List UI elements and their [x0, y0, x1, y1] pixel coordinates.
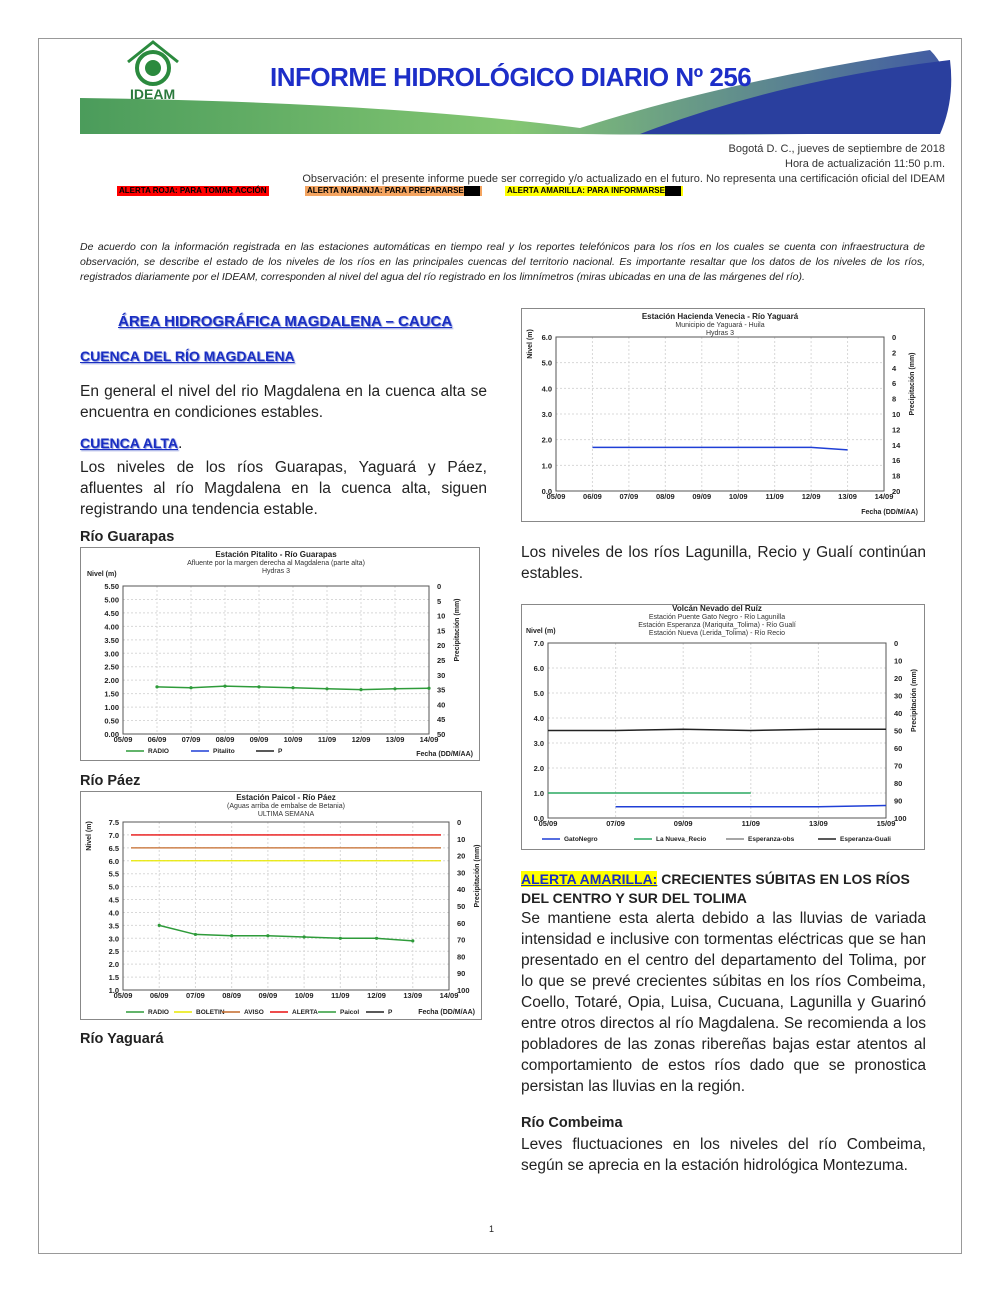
data-point	[427, 687, 430, 690]
alta-title: CUENCA ALTA	[80, 435, 178, 451]
data-point	[266, 934, 269, 937]
y2-tick-label: 40	[457, 885, 466, 895]
legend-label: Esperanza-obs	[748, 836, 795, 843]
x-tick-label: 06/09	[147, 735, 167, 744]
y2-tick-label: 0	[437, 582, 442, 591]
y-tick-label: 5.0	[541, 358, 552, 368]
x-tick-label: 06/09	[149, 991, 169, 1000]
data-point	[158, 924, 161, 927]
y2-tick-label: 50	[457, 902, 466, 911]
data-point	[194, 933, 197, 936]
chart-subtitle: Hydras 3	[261, 568, 291, 575]
redaction-block	[665, 186, 681, 196]
data-point	[155, 685, 158, 688]
y2-tick-label: 20	[437, 641, 446, 651]
y2-tick-label: 45	[437, 715, 446, 725]
y2-tick-label: 12	[892, 425, 901, 435]
y-tick-label: 6.0	[108, 856, 119, 866]
x-axis-label: Fecha (DD/M/AA)	[861, 509, 918, 516]
y2-tick-label: 0	[894, 639, 899, 648]
alert-orange-badge	[305, 186, 482, 196]
y2-tick-label: 100	[894, 814, 907, 823]
y-axis-label: Nivel (m)	[526, 628, 556, 635]
x-tick-label: 08/09	[222, 991, 242, 1000]
chart-subtitle: Municipio de Yaguará - Huila	[675, 322, 765, 329]
y-tick-label: 2.0	[541, 435, 552, 445]
y2-tick-label: 0	[457, 818, 462, 827]
y-tick-label: 4.0	[541, 384, 552, 394]
y-axis-label: Nivel (m)	[86, 821, 93, 851]
data-point	[339, 937, 342, 940]
y-tick-label: 2.5	[108, 947, 119, 957]
y-tick-label: 1.00	[104, 703, 119, 713]
x-tick-label: 08/09	[655, 492, 675, 501]
alert-red-badge: ALERTA ROJA: PARA TOMAR ACCIÓN	[119, 186, 267, 195]
alert-label: ALERTA AMARILLA:	[521, 871, 658, 887]
data-point	[257, 685, 260, 688]
chart-subtitle: Estación Esperanza (Mariquita_Tolima) - Río Gualí	[638, 622, 796, 629]
x-tick-label: 14/09	[419, 735, 439, 744]
y-tick-label: 5.0	[108, 882, 119, 892]
alert-text: Se mantiene esta alerta debido a las lluvias de variada intensidad e inclusive con tormentas eléctricas que se han presentado en el centro del departamento del Tolima, por lo que se prevé crecientes súbitas en los ríos Combeima, Coello, Totaré, Opia, Luisa, Cucuana, Lagunilla y Guarinó entre otros directos al río Magdalena. Se recomienda a los pobladores de las zonas ribereñas bajas estar atentos al comportamiento de estos ríos dado que se pronostica persistan las lluvias en la región.	[521, 910, 926, 1095]
basin-text: En general el nivel del rio Magdalena en la cuenca alta se encuentra en condiciones estables.	[80, 383, 487, 421]
chart-subtitle: Afluente por la margen derecha al Magdalena (parte alta)	[187, 560, 365, 567]
data-point	[375, 937, 378, 940]
x-tick-label: 15/09	[876, 819, 896, 828]
y-tick-label: 5.5	[108, 869, 119, 879]
x-tick-label: 10/09	[294, 991, 314, 1000]
y-tick-label: 3.0	[533, 739, 544, 748]
basin-title: CUENCA DEL RÍO MAGDALENA	[80, 348, 295, 364]
y2-tick-label: 20	[892, 487, 901, 496]
y2-tick-label: 35	[437, 685, 446, 695]
y-tick-label: 3.0	[541, 410, 552, 419]
x-tick-label: 05/09	[546, 492, 566, 501]
chart-subtitle: Estación Nueva (Lerida_Tolima) - Río Recio	[648, 630, 786, 637]
x-tick-label: 09/09	[692, 492, 712, 501]
y2-tick-label: 30	[437, 670, 446, 680]
y2-tick-label: 100	[457, 986, 470, 995]
page-title: INFORME HIDROLÓGICO DIARIO Nº 256	[270, 62, 752, 92]
x-tick-label: 14/09	[874, 492, 894, 501]
guarapas-title: Río Guarapas	[80, 529, 175, 545]
y-tick-label: 2.00	[104, 676, 119, 686]
x-tick-label: 14/09	[439, 991, 459, 1000]
y-tick-label: 3.00	[104, 649, 119, 659]
y2-axis-label: Precipitación (mm)	[454, 598, 461, 662]
x-tick-label: 11/09	[765, 492, 784, 501]
y2-tick-label: 70	[894, 761, 903, 771]
y-axis-label: Nivel (m)	[527, 329, 534, 359]
y-tick-label: 0.00	[104, 730, 119, 739]
x-tick-label: 07/09	[181, 735, 201, 744]
legend-label: GatoNegro	[564, 836, 598, 843]
x-tick-label: 13/09	[838, 492, 857, 501]
y-tick-label: 7.5	[108, 818, 119, 827]
x-tick-label: 13/09	[403, 991, 423, 1000]
lagunilla-text: Los niveles de los ríos Lagunilla, Recio y Gualí continúan estables.	[521, 544, 926, 582]
x-tick-label: 07/09	[619, 492, 639, 501]
data-point	[359, 688, 362, 691]
y-tick-label: 2.50	[104, 662, 119, 672]
y-tick-label: 4.5	[108, 895, 119, 905]
y2-tick-label: 40	[437, 700, 446, 710]
x-tick-label: 11/09	[317, 735, 337, 744]
alert-title: CRECIENTES SÚBITAS EN LOS RÍOS DEL CENTRO Y SUR DEL TOLIMA	[521, 871, 910, 906]
legend-label: Pitalito	[213, 748, 235, 755]
data-point	[393, 687, 396, 690]
y-tick-label: 6.0	[541, 333, 552, 342]
series-line	[548, 729, 886, 730]
x-tick-label: 10/09	[728, 492, 748, 501]
intro-paragraph: De acuerdo con la información registrada en las estaciones automáticas en tiempo real y los reportes telefónicos para los ríos en los cuales se cuenta con infraestructura de observación, se describe el estado de los niveles de los ríos en las principales cuencas del territorio nacional. Es importante resaltar que los datos de los niveles de los ríos, registrados diariamente por el IDEAM, corresponden al nivel del agua del río registrado en los limnímetros (miras ubicadas en una de las márgenes del río).	[80, 241, 925, 283]
y-tick-label: 6.5	[108, 843, 119, 853]
y2-tick-label: 30	[457, 868, 466, 878]
x-tick-label: 10/09	[283, 735, 303, 744]
chart-title: Estación Paicol - Río Páez	[236, 793, 336, 802]
legend-label: ALERTA	[292, 1009, 318, 1016]
chart-guarapas	[80, 547, 480, 761]
ideam-logo-icon	[118, 40, 188, 88]
y2-tick-label: 2	[892, 348, 897, 358]
legend-label: Esperanza-Guali	[840, 836, 891, 843]
y-tick-label: 2.0	[108, 960, 119, 970]
y2-tick-label: 8	[892, 394, 897, 404]
y-tick-label: 0.50	[104, 716, 119, 726]
x-axis-label: Fecha (DD/M/AA)	[416, 751, 473, 758]
alert-orange-label: ALERTA NARANJA: PARA PREPARARSE	[307, 186, 464, 195]
y-tick-label: 3.50	[104, 635, 119, 645]
y-tick-label: 1.0	[108, 986, 119, 995]
y2-tick-label: 20	[457, 851, 466, 861]
y2-axis-label: Precipitación (mm)	[909, 352, 916, 416]
y-tick-label: 0.0	[541, 487, 552, 496]
y2-tick-label: 14	[892, 440, 901, 450]
area-title: ÁREA HIDROGRÁFICA MAGDALENA – CAUCA	[118, 313, 453, 330]
data-point	[291, 686, 294, 689]
legend-label: P	[388, 1009, 393, 1016]
y-tick-label: 4.0	[533, 714, 544, 723]
x-tick-label: 07/09	[186, 991, 205, 1000]
y2-tick-label: 18	[892, 471, 901, 481]
y2-axis-label: Precipitación (mm)	[474, 844, 481, 908]
y2-tick-label: 10	[894, 656, 903, 666]
y2-tick-label: 60	[457, 918, 466, 928]
x-tick-label: 06/09	[583, 492, 602, 501]
y2-tick-label: 15	[437, 626, 446, 636]
x-tick-label: 12/09	[351, 735, 371, 744]
y2-tick-label: 10	[457, 834, 466, 844]
combeima-text: Leves fluctuaciones en los niveles del río Combeima, según se aprecia en la estación hidrológica Montezuma.	[521, 1136, 926, 1174]
y-tick-label: 1.0	[533, 789, 544, 798]
y-tick-label: 4.0	[108, 908, 119, 918]
chart-yaguara	[521, 308, 925, 522]
chart-subtitle: ULTIMA SEMANA	[257, 811, 315, 818]
update-time: Hora de actualización 11:50 p.m.	[785, 158, 945, 170]
x-axis-label: Fecha (DD/M/AA)	[418, 1009, 475, 1016]
x-tick-label: 05/09	[113, 735, 133, 744]
data-point	[230, 934, 233, 937]
y-tick-label: 0.0	[533, 814, 544, 823]
x-tick-label: 05/09	[113, 991, 133, 1000]
data-point	[411, 939, 414, 942]
chart-subtitle: Estación Puente Gato Negro - Río Lagunilla	[648, 614, 786, 621]
series-line	[616, 806, 886, 807]
data-point	[325, 687, 328, 690]
y-tick-label: 5.00	[104, 595, 119, 605]
x-tick-label: 11/09	[741, 819, 760, 828]
x-tick-label: 05/09	[538, 819, 558, 828]
chart-subtitle: Hydras 3	[705, 330, 735, 337]
x-tick-label: 12/09	[367, 991, 386, 1000]
logo-text: IDEAM	[130, 86, 176, 102]
chart-paez	[80, 791, 482, 1020]
legend-label: RADIO	[148, 748, 169, 755]
legend-label: Paicol	[340, 1009, 360, 1016]
y2-tick-label: 50	[437, 730, 446, 739]
y2-tick-label: 10	[892, 410, 901, 419]
paez-title: Río Páez	[80, 773, 141, 789]
y-tick-label: 5.0	[533, 689, 544, 698]
legend-label: AVISO	[244, 1009, 264, 1016]
alert-heading	[521, 870, 926, 908]
legend-label: BOLETIN	[196, 1009, 225, 1016]
y-tick-label: 1.5	[108, 973, 119, 983]
x-tick-label: 13/09	[385, 735, 405, 744]
y2-tick-label: 60	[894, 744, 903, 753]
x-tick-label: 09/09	[258, 991, 278, 1000]
y-tick-label: 7.0	[533, 639, 544, 648]
series-line	[592, 447, 847, 450]
y2-tick-label: 40	[894, 709, 903, 718]
observation-note: Observación: el presente informe puede ser corregido y/o actualizado en el futuro. No representa una certificación oficial del IDEAM	[302, 173, 945, 185]
alert-yellow-label: ALERTA AMARILLA: PARA INFORMARSE	[507, 186, 665, 195]
y2-tick-label: 25	[437, 656, 446, 665]
y-axis-label: Nivel (m)	[87, 571, 117, 578]
y-tick-label: 1.0	[541, 461, 552, 471]
y-tick-label: 4.00	[104, 622, 119, 632]
y-tick-label: 2.0	[533, 764, 544, 773]
chart-ruiz	[521, 604, 925, 850]
y2-axis-label: Precipitación (mm)	[911, 668, 918, 733]
y-tick-label: 6.0	[533, 664, 544, 673]
plot-area	[123, 586, 429, 734]
y2-tick-label: 30	[894, 691, 903, 701]
y-tick-label: 5.50	[104, 582, 119, 591]
y2-tick-label: 80	[894, 779, 903, 788]
series-line	[159, 925, 413, 941]
x-tick-label: 09/09	[673, 819, 693, 828]
y2-tick-label: 50	[894, 726, 903, 736]
y2-tick-label: 0	[892, 333, 897, 342]
y2-tick-label: 16	[892, 456, 901, 466]
alta-text: Los niveles de los ríos Guarapas, Yaguará y Páez, afluentes al río Magdalena en la cuenca alta, siguen registrando una tendencia estable.	[80, 459, 487, 518]
report-date: Bogotá D. C., jueves de septiembre de 2018	[728, 143, 945, 155]
chart-title: Estación Hacienda Venecia - Río Yaguará	[641, 312, 799, 321]
y-tick-label: 4.50	[104, 608, 119, 618]
x-tick-label: 07/09	[606, 819, 625, 828]
y2-tick-label: 4	[892, 363, 897, 373]
y2-tick-label: 6	[892, 379, 897, 389]
y2-tick-label: 10	[437, 611, 446, 621]
y-tick-label: 3.5	[108, 921, 119, 931]
x-tick-label: 12/09	[801, 492, 821, 501]
y2-tick-label: 5	[437, 596, 442, 606]
legend-label: RADIO	[148, 1009, 169, 1016]
y-tick-label: 3.0	[108, 934, 119, 944]
page-number: 1	[489, 1224, 495, 1234]
x-tick-label: 11/09	[331, 991, 350, 1000]
chart-title: Estación Pitalito - Río Guarapas	[215, 550, 337, 559]
x-tick-label: 13/09	[809, 819, 828, 828]
alert-yellow-badge	[505, 186, 683, 196]
data-point	[303, 935, 306, 938]
y2-tick-label: 90	[457, 969, 466, 979]
y2-tick-label: 20	[894, 674, 903, 683]
y2-tick-label: 90	[894, 796, 903, 806]
legend-label: P	[278, 748, 283, 755]
x-tick-label: 08/09	[215, 735, 235, 744]
chart-title: Volcán Nevado del Ruíz	[672, 605, 762, 613]
y-tick-label: 7.0	[108, 830, 119, 840]
legend-label: La Nueva_Recio	[656, 836, 707, 843]
redaction-block	[464, 186, 480, 196]
data-point	[223, 685, 226, 688]
alta-heading: CUENCA ALTA.	[80, 435, 183, 452]
data-point	[189, 686, 192, 689]
combeima-title: Río Combeima	[521, 1115, 623, 1131]
chart-subtitle: (Aguas arriba de embalse de Betania)	[227, 803, 345, 810]
x-tick-label: 09/09	[249, 735, 269, 744]
y2-tick-label: 70	[457, 935, 466, 945]
y-tick-label: 1.50	[104, 689, 119, 699]
yaguara-title: Río Yaguará	[80, 1031, 164, 1047]
y2-tick-label: 80	[457, 952, 466, 962]
